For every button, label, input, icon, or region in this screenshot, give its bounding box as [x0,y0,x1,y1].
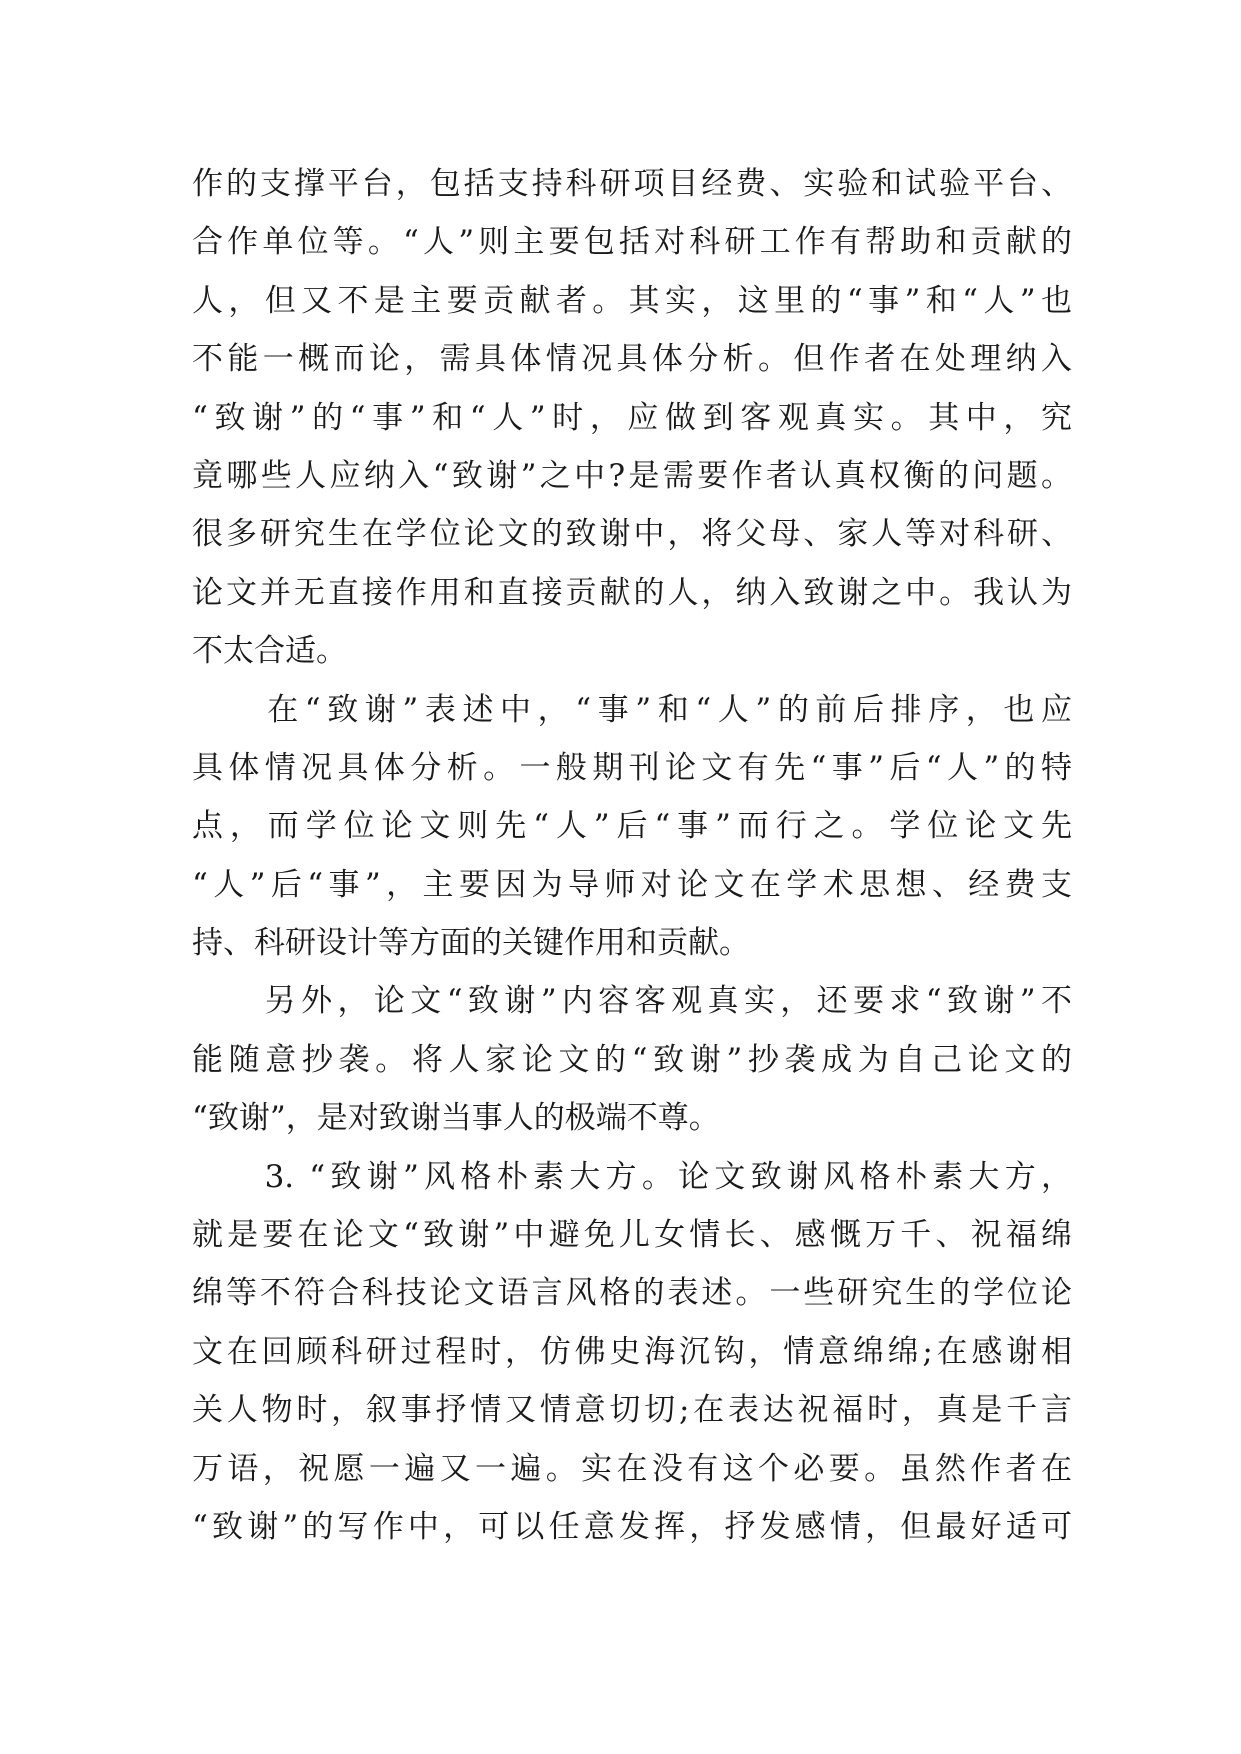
text-line: 另外，论文“致谢”内容客观真实，还要求“致谢”不 [192,983,1072,1020]
text-line: 具体情况具体分析。一般期刊论文有先“事”后“人”的特 [192,749,1072,786]
text-line: 就是要在论文“致谢”中避免儿女情长、感慨万千、祝福绵 [192,1217,1072,1254]
text-line: 关人物时，叙事抒情又情意切切;在表达祝福时，真是千言 [192,1392,1072,1429]
text-line: 很多研究生在学位论文的致谢中，将父母、家人等对科研、 [192,516,1072,553]
text-line: 不能一概而论，需具体情况具体分析。但作者在处理纳入 [192,341,1072,378]
text-line: “致谢”，是对致谢当事人的极端不尊。 [192,1100,720,1137]
text-line: 论文并无直接作用和直接贡献的人，纳入致谢之中。我认为 [192,574,1072,611]
text-line: “人”后“事”，主要因为导师对论文在学术思想、经费支 [192,866,1072,903]
text-line: “致谢”的“事”和“人”时，应做到客观真实。其中，究 [192,399,1072,436]
text-line: 在“致谢”表述中，“事”和“人”的前后排序，也应 [192,691,1072,728]
text-line: 能随意抄袭。将人家论文的“致谢”抄袭成为自己论文的 [192,1041,1072,1078]
text-line: 人，但又不是主要贡献者。其实，这里的“事”和“人”也 [192,282,1072,319]
text-line: 点，而学位论文则先“人”后“事”而行之。学位论文先 [192,808,1072,845]
text-line: 作的支撑平台，包括支持科研项目经费、实验和试验平台、 [192,166,1072,202]
text-line: 3. “致谢”风格朴素大方。论文致谢风格朴素大方， [192,1158,1072,1195]
text-line: 不太合适。 [192,633,347,670]
text-line: 绵等不符合科技论文语言风格的表述。一些研究生的学位论 [192,1275,1072,1312]
text-line: 合作单位等。“人”则主要包括对科研工作有帮助和贡献的 [192,224,1072,261]
text-line: 持、科研设计等方面的关键作用和贡献。 [192,925,750,962]
text-line: “致谢”的写作中，可以任意发挥，抒发感情，但最好适可 [192,1508,1072,1545]
text-line: 万语，祝愿一遍又一遍。实在没有这个必要。虽然作者在 [192,1450,1072,1487]
text-line: 竟哪些人应纳入“致谢”之中?是需要作者认真权衡的问题。 [192,457,1072,494]
text-line: 文在回顾科研过程时，仿佛史海沉钩，情意绵绵;在感谢相 [192,1333,1072,1370]
body-text [192,155,1072,1556]
